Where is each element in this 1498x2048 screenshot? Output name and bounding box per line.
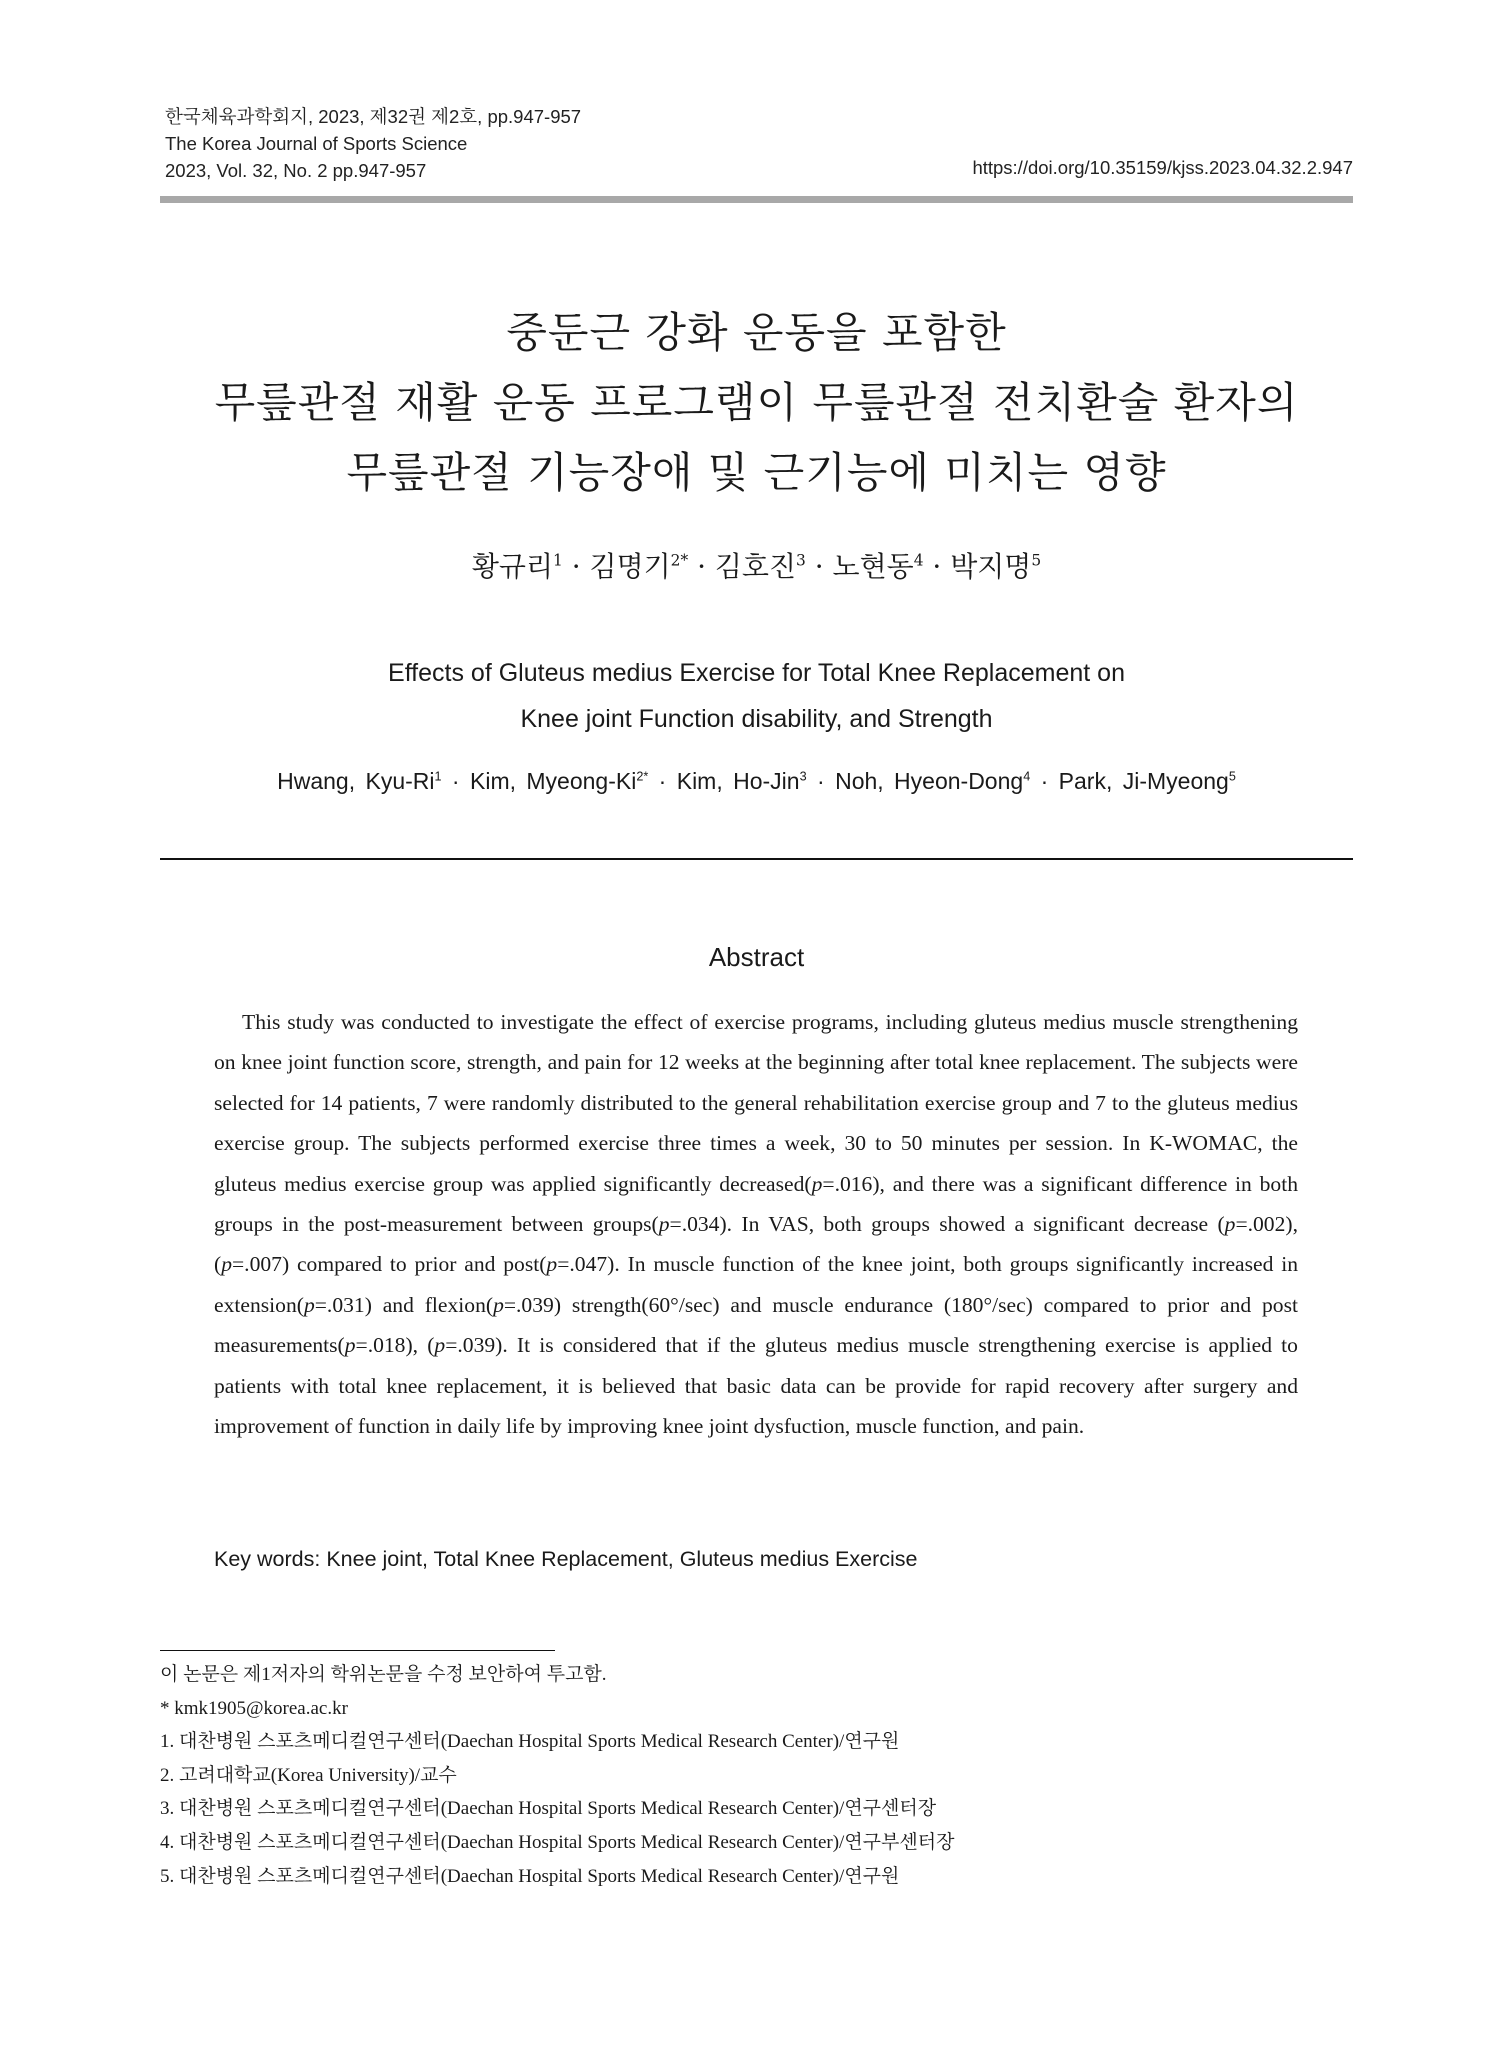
author-separator: · <box>806 768 836 794</box>
author-affiliation-mark: 2* <box>670 551 689 570</box>
abstract-text: =.007) compared to prior and post( <box>232 1252 547 1277</box>
author-affiliation-mark: 5 <box>1031 551 1042 570</box>
authors-ko <box>160 545 1353 585</box>
author-separator: · <box>805 550 833 583</box>
journal-name-ko: 한국체육과학회지, 2023, 제32권 제2호, pp.947-957 <box>165 106 582 127</box>
footnote-item: 2. 고려대학교(Korea University)/교수 <box>160 1764 457 1786</box>
title-ko-line: 무릎관절 기능장애 및 근기능에 미치는 영향 <box>346 448 1167 497</box>
keywords: Key words: Knee joint, Total Knee Replacement, Gluteus medius Exercise <box>214 1547 918 1571</box>
author-name: Kim, Ho-Jin <box>676 768 800 794</box>
author-affiliation-mark: 5 <box>1228 769 1236 784</box>
author-affiliation-mark: 2* <box>636 769 649 784</box>
abstract-text: =.031) and flexion( <box>314 1292 494 1317</box>
abstract-text: =.039) strength(60°/sec) and muscle endurance (180°/sec) compared to prior and post measurements( <box>214 1292 1298 1358</box>
abstract-text: =.018), ( <box>355 1333 435 1358</box>
footnote-item: 이 논문은 제1저자의 학위논문을 수정 보안하여 투고함. <box>160 1664 607 1685</box>
abstract-italic-p: p <box>811 1171 823 1196</box>
abstract-text: =.047). In muscle function of the knee joint, both groups significantly increased in extension( <box>214 1252 1299 1317</box>
abstract-text: This study was conducted to investigate the effect of exercise programs, including gluteus medius muscle strengthening on knee joint function score, strength, and pain for 12 weeks at the beginning after total knee replacement. The subjects were selected for 14 patients, 7 were randomly distributed to the general rehabilitation exercise group and 7 to the gluteus medius exercise group. The subjects performed exercise three times a week, 30 to 50 minutes per session. In K-WOMAC, the gluteus medius exercise group was applied significantly decreased( <box>214 1010 1298 1196</box>
author-separator: · <box>688 550 715 583</box>
title-en-line: Effects of Gluteus medius Exercise for Total Knee Replacement on <box>388 659 1125 687</box>
abstract-text: =.016), and there was a significant difference in both groups in the post-measurement between groups( <box>214 1171 1298 1237</box>
author-name: 박지명 <box>950 550 1032 583</box>
author-separator: · <box>648 768 677 794</box>
footnote-item: 5. 대찬병원 스포츠메디컬연구센터(Daechan Hospital Sports Medical Research Center)/연구원 <box>160 1865 900 1887</box>
section-rule <box>160 858 1353 860</box>
abstract-text: =.002), ( <box>214 1212 1298 1277</box>
title-ko-line: 중둔근 강화 운동을 포함한 <box>506 308 1007 357</box>
abstract-italic-p: p <box>344 1333 356 1358</box>
abstract-italic-p: p <box>303 1292 315 1317</box>
abstract-heading: Abstract <box>708 942 805 972</box>
author-affiliation-mark: 1 <box>434 769 442 784</box>
author-affiliation-mark: 4 <box>913 551 924 570</box>
footnote-rule <box>160 1650 555 1651</box>
author-affiliation-mark: 3 <box>799 769 807 784</box>
abstract-body <box>214 1002 1298 1446</box>
abstract-italic-p: p <box>434 1333 446 1358</box>
title-ko <box>160 298 1353 508</box>
author-name: 김호진 <box>714 550 797 583</box>
footnotes <box>160 1658 954 1893</box>
author-name: 노현동 <box>832 550 914 583</box>
abstract-text: =.039). It is considered that if the gluteus medius muscle strengthening exercise is applied to patients with total knee replacement, it is believed that basic data can be provide for rapid recovery after surgery and improvement of function in daily life by improving knee joint dysfuction, muscle function, and pain. <box>214 1333 1298 1439</box>
abstract-italic-p: p <box>1224 1212 1236 1237</box>
abstract-italic-p: p <box>658 1212 670 1237</box>
author-separator: · <box>1030 768 1059 794</box>
title-ko-line: 무릎관절 재활 운동 프로그램이 무릎관절 전치환술 환자의 <box>214 378 1299 427</box>
title-en <box>160 650 1353 742</box>
author-name: 황규리 <box>471 550 554 583</box>
author-name: 김명기 <box>589 550 671 583</box>
header-rule <box>160 196 1353 203</box>
author-name: Park, Ji-Myeong <box>1058 768 1229 794</box>
journal-volume: 2023, Vol. 32, No. 2 pp.947-957 <box>165 160 427 181</box>
footnote-item: 4. 대찬병원 스포츠메디컬연구센터(Daechan Hospital Sports Medical Research Center)/연구부센터장 <box>160 1831 955 1853</box>
author-separator: · <box>923 550 951 583</box>
abstract-italic-p: p <box>493 1292 504 1317</box>
doi-link[interactable]: https://doi.org/10.35159/kjss.2023.04.32.2.947 <box>972 157 1353 178</box>
abstract-italic-p: p <box>221 1252 232 1277</box>
journal-name-en: The Korea Journal of Sports Science <box>165 133 468 154</box>
author-separator: · <box>562 550 590 583</box>
title-en-line: Knee joint Function disability, and Strength <box>520 705 993 733</box>
footnote-email[interactable]: * kmk1905@korea.ac.kr <box>160 1697 348 1719</box>
author-affiliation-mark: 3 <box>796 551 806 570</box>
author-affiliation-mark: 1 <box>553 551 563 570</box>
footnote-item: 1. 대찬병원 스포츠메디컬연구센터(Daechan Hospital Sports Medical Research Center)/연구원 <box>160 1731 900 1753</box>
author-name: Kim, Myeong-Ki <box>470 768 637 794</box>
author-affiliation-mark: 4 <box>1023 769 1031 784</box>
abstract-italic-p: p <box>546 1252 558 1277</box>
author-separator: · <box>441 768 470 794</box>
footnote-item: 3. 대찬병원 스포츠메디컬연구센터(Daechan Hospital Sports Medical Research Center)/연구센터장 <box>160 1798 937 1820</box>
author-name: Hwang, Kyu-Ri <box>277 768 435 794</box>
journal-header <box>165 103 581 184</box>
abstract-text: =.034). In VAS, both groups showed a significant decrease ( <box>669 1212 1225 1237</box>
authors-en <box>160 768 1353 795</box>
author-name: Noh, Hyeon-Dong <box>835 768 1024 794</box>
